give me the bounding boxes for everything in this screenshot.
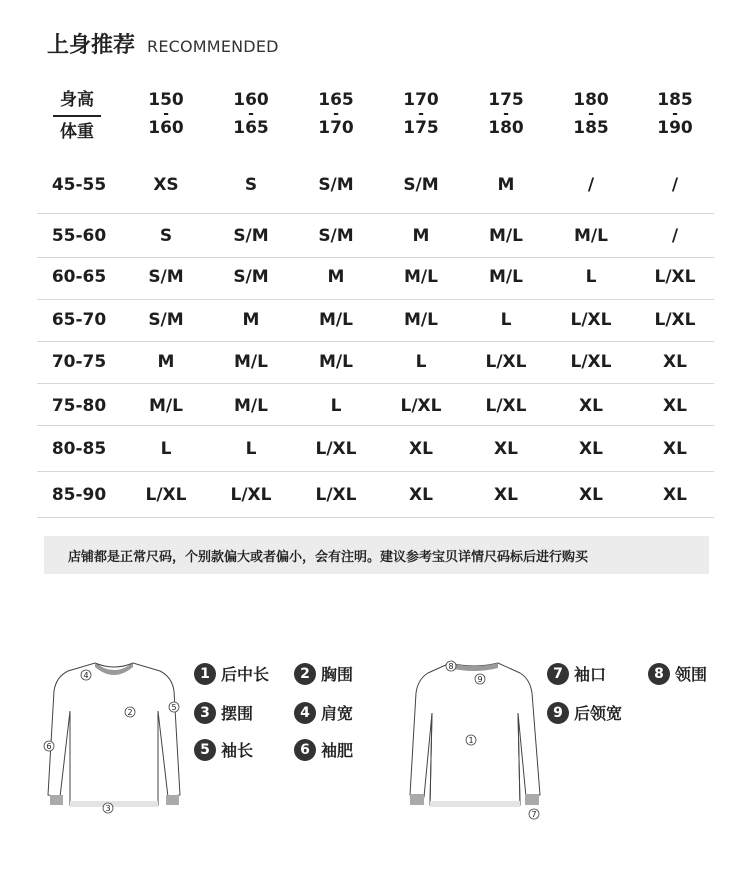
legend-number-badge: 7 <box>547 663 569 685</box>
height-dash: - <box>503 106 509 122</box>
size-cell: M/L <box>404 310 438 330</box>
legend-number-badge: 3 <box>194 702 216 724</box>
size-cell: S/M <box>318 175 354 195</box>
size-cell: M <box>497 175 515 195</box>
table-body <box>37 154 714 518</box>
size-cell: M/L <box>234 352 268 372</box>
marker-label: 3 <box>105 804 111 813</box>
header-height-label: 身高 <box>60 90 94 110</box>
weight-range-cell: 75-80 <box>51 396 107 416</box>
header-weight-label: 体重 <box>60 122 94 142</box>
height-column-header <box>386 92 456 136</box>
size-cell: L/XL <box>315 485 357 505</box>
height-column-header <box>471 92 541 136</box>
legend-label: 袖口 <box>574 665 607 684</box>
height-to: 175 <box>403 118 439 138</box>
size-cell: XL <box>494 439 518 459</box>
size-cell: L/XL <box>654 310 696 330</box>
size-cell: S/M <box>148 310 184 330</box>
legend-number-badge: 8 <box>648 663 670 685</box>
height-dash: - <box>588 106 594 122</box>
size-notice: 店铺都是正常尺码，个别款偏大或者偏小，会有注明。建议参考宝贝详情尺码标后进行购买 <box>44 536 709 574</box>
size-cell: L <box>500 310 512 330</box>
marker-label: 8 <box>448 662 454 671</box>
size-cell: S/M <box>318 226 354 246</box>
height-dash: - <box>248 106 254 122</box>
height-to: 180 <box>488 118 524 138</box>
height-from: 185 <box>657 90 693 110</box>
size-cell: / <box>587 175 595 195</box>
size-cell: S <box>159 226 173 246</box>
legend-label: 胸围 <box>321 665 354 684</box>
marker-label: 1 <box>468 736 474 745</box>
height-from: 165 <box>318 90 354 110</box>
size-cell: XL <box>579 439 603 459</box>
table-row <box>37 154 714 214</box>
table-header-row <box>37 88 714 154</box>
weight-range-cell: 85-90 <box>51 485 107 505</box>
size-cell: M <box>327 267 345 287</box>
back-sweatshirt-illustration <box>402 655 552 825</box>
weight-range-cell: 55-60 <box>51 226 107 246</box>
height-from: 160 <box>233 90 269 110</box>
height-dash: - <box>333 106 339 122</box>
front-legend <box>194 662 374 772</box>
table-row <box>37 258 714 300</box>
legend-number-badge: 6 <box>294 739 316 761</box>
legend-number-badge: 4 <box>294 702 316 724</box>
height-to: 160 <box>148 118 184 138</box>
height-column-header <box>216 92 286 136</box>
marker-label: 5 <box>171 703 177 712</box>
height-column-header <box>640 92 710 136</box>
size-cell: L/XL <box>654 267 696 287</box>
size-cell: S/M <box>148 267 184 287</box>
height-from: 150 <box>148 90 184 110</box>
size-cell: / <box>671 175 679 195</box>
height-column-header <box>131 92 201 136</box>
size-cell: XL <box>663 439 687 459</box>
weight-range-cell: 65-70 <box>51 310 107 330</box>
weight-range-cell: 70-75 <box>51 352 107 372</box>
legend-item <box>194 738 253 761</box>
section-title <box>47 28 279 59</box>
height-to: 190 <box>657 118 693 138</box>
legend-label: 摆围 <box>221 704 254 723</box>
legend-item <box>294 662 353 685</box>
legend-item <box>294 701 353 724</box>
size-cell: L/XL <box>570 352 612 372</box>
size-cell: L/XL <box>485 352 527 372</box>
size-cell: XL <box>663 396 687 416</box>
height-to: 165 <box>233 118 269 138</box>
legend-item <box>194 662 269 685</box>
size-cell: M/L <box>319 352 353 372</box>
legend-item <box>194 701 253 724</box>
legend-item <box>547 701 622 724</box>
table-row <box>37 300 714 342</box>
legend-item <box>648 662 707 685</box>
size-cell: S/M <box>233 226 269 246</box>
weight-range-cell: 60-65 <box>51 267 107 287</box>
legend-number-badge: 5 <box>194 739 216 761</box>
size-cell: XL <box>579 396 603 416</box>
table-row <box>37 214 714 258</box>
size-cell: XL <box>579 485 603 505</box>
size-cell: XL <box>663 352 687 372</box>
legend-item <box>294 738 353 761</box>
legend-label: 袖长 <box>221 741 254 760</box>
height-column-header <box>556 92 626 136</box>
size-cell: L/XL <box>570 310 612 330</box>
size-cell: XS <box>153 175 179 195</box>
size-cell: M <box>242 310 260 330</box>
size-cell: M <box>412 226 430 246</box>
size-cell: S <box>244 175 258 195</box>
size-cell: / <box>671 226 679 246</box>
title-english: RECOMMENDED <box>147 37 279 56</box>
size-cell: S/M <box>233 267 269 287</box>
height-dash: - <box>163 106 169 122</box>
front-sweatshirt-illustration <box>40 655 190 820</box>
size-cell: L/XL <box>230 485 272 505</box>
marker-label: 2 <box>127 708 133 717</box>
legend-number-badge: 2 <box>294 663 316 685</box>
size-cell: M/L <box>489 226 523 246</box>
size-cell: XL <box>409 439 433 459</box>
table-row <box>37 426 714 472</box>
height-to: 170 <box>318 118 354 138</box>
size-cell: M/L <box>319 310 353 330</box>
size-cell: L <box>415 352 427 372</box>
legend-number-badge: 9 <box>547 702 569 724</box>
size-cell: L <box>585 267 597 287</box>
weight-range-cell: 45-55 <box>51 175 107 195</box>
size-recommendation-table <box>37 88 714 518</box>
table-row <box>37 472 714 518</box>
size-cell: XL <box>663 485 687 505</box>
title-chinese: 上身推荐 <box>47 33 136 58</box>
height-dash: - <box>672 106 678 122</box>
legend-number-badge: 1 <box>194 663 216 685</box>
size-cell: L/XL <box>400 396 442 416</box>
header-height-weight <box>41 92 113 140</box>
weight-range-cell: 80-85 <box>51 439 107 459</box>
size-cell: L/XL <box>145 485 187 505</box>
legend-label: 后领宽 <box>574 704 623 723</box>
size-cell: XL <box>494 485 518 505</box>
size-cell: M/L <box>574 226 608 246</box>
height-from: 180 <box>573 90 609 110</box>
marker-label: 7 <box>531 810 537 819</box>
marker-label: 6 <box>46 742 52 751</box>
height-to: 185 <box>573 118 609 138</box>
height-from: 170 <box>403 90 439 110</box>
marker-label: 9 <box>477 675 483 684</box>
back-legend <box>547 662 727 732</box>
size-cell: L <box>160 439 172 459</box>
marker-label: 4 <box>83 671 89 680</box>
size-cell: XL <box>409 485 433 505</box>
size-cell: M/L <box>234 396 268 416</box>
size-cell: L <box>330 396 342 416</box>
size-cell: M/L <box>149 396 183 416</box>
legend-label: 袖肥 <box>321 741 354 760</box>
header-divider <box>53 115 101 117</box>
legend-label: 后中长 <box>221 665 270 684</box>
size-cell: M/L <box>404 267 438 287</box>
size-cell: M/L <box>489 267 523 287</box>
size-cell: S/M <box>403 175 439 195</box>
height-dash: - <box>418 106 424 122</box>
size-cell: M <box>157 352 175 372</box>
legend-item <box>547 662 606 685</box>
table-row <box>37 384 714 426</box>
height-column-header <box>301 92 371 136</box>
front-measure-markers <box>44 670 179 813</box>
size-cell: L/XL <box>485 396 527 416</box>
legend-label: 领围 <box>675 665 708 684</box>
table-row <box>37 342 714 384</box>
legend-label: 肩宽 <box>321 704 354 723</box>
height-from: 175 <box>488 90 524 110</box>
size-cell: L <box>245 439 257 459</box>
size-cell: L/XL <box>315 439 357 459</box>
